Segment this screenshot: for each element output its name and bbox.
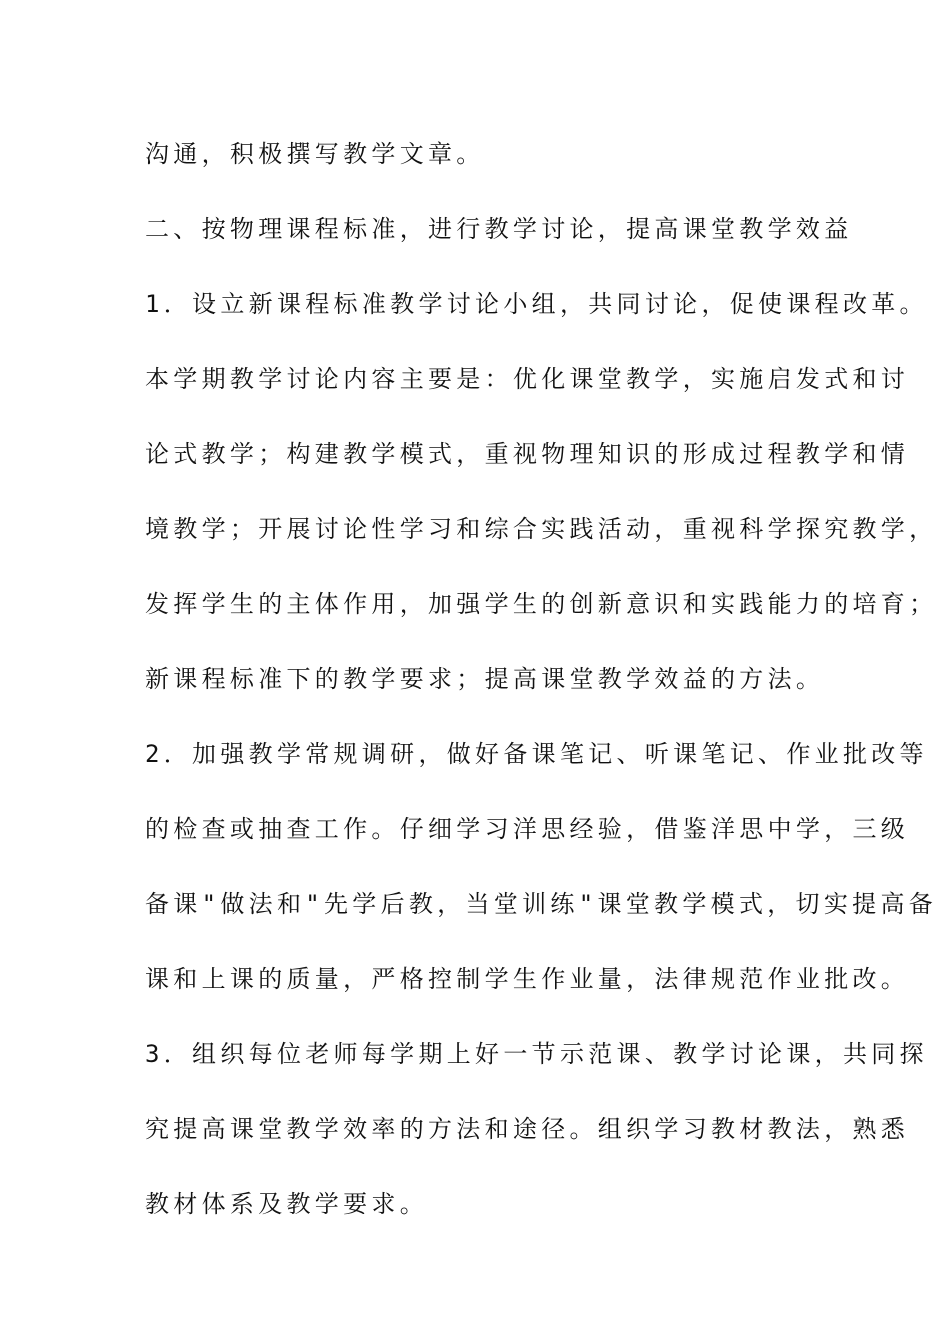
text-line: 论式教学；构建教学模式，重视物理知识的形成过程教学和情 (145, 440, 910, 468)
text-line: 发挥学生的主体作用，加强学生的创新意识和实践能力的培育； (145, 590, 938, 618)
text-line: 教材体系及教学要求。 (145, 1190, 428, 1218)
list-item-1: 1．设立新课程标准教学讨论小组，共同讨论，促使课程改革。 (145, 290, 928, 318)
text-line: 的检查或抽查工作。仔细学习洋思经验，借鉴洋思中学，三级 (145, 815, 910, 843)
text-line: 课和上课的质量，严格控制学生作业量，法律规范作业批改。 (145, 965, 910, 993)
list-item-2: 2．加强教学常规调研，做好备课笔记、听课笔记、作业批改等 (145, 740, 928, 768)
text-line: 备课"做法和"先学后教，当堂训练"课堂教学模式，切实提高备 (145, 890, 938, 918)
text-line: 沟通，积极撰写教学文章。 (145, 140, 485, 168)
list-item-3: 3．组织每位老师每学期上好一节示范课、教学讨论课，共同探 (145, 1040, 928, 1068)
text-line: 境教学；开展讨论性学习和综合实践活动，重视科学探究教学， (145, 515, 938, 543)
text-line: 新课程标准下的教学要求；提高课堂教学效益的方法。 (145, 665, 825, 693)
text-line: 究提高课堂教学效率的方法和途径。组织学习教材教法，熟悉 (145, 1115, 910, 1143)
section-heading: 二、按物理课程标准，进行教学讨论，提高课堂教学效益 (145, 215, 853, 243)
text-line: 本学期教学讨论内容主要是：优化课堂教学，实施启发式和讨 (145, 365, 910, 393)
